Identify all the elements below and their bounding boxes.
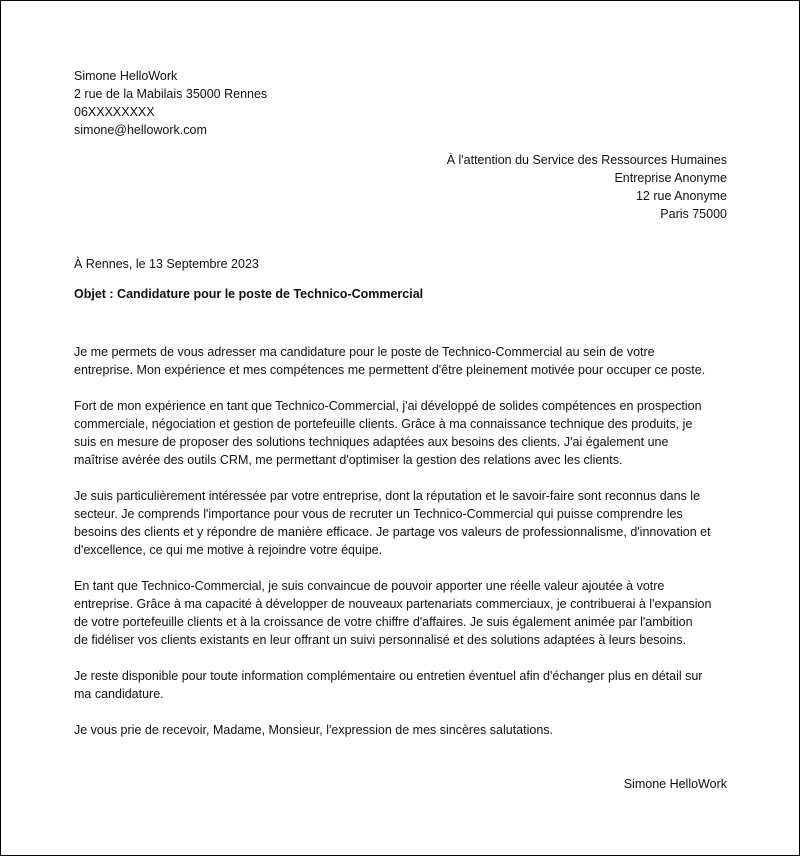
recipient-street: 12 rue Anonyme <box>635 189 727 203</box>
paragraph-line: Fort de mon expérience en tant que Technico-Commercial, j'ai développé de solides compétences en prospection <box>74 399 702 413</box>
recipient-attention: À l'attention du Service des Ressources Humaines <box>446 153 727 167</box>
paragraph-line: entreprise. Mon expérience et mes compétences me permettent d'être pleinement motivée pour occuper ce poste. <box>74 363 706 377</box>
letter-subject: Objet : Candidature pour le poste de Technico-Commercial <box>74 287 424 301</box>
recipient-block <box>447 151 727 223</box>
paragraph-line: ma candidature. <box>74 687 164 701</box>
sender-address: 2 rue de la Mabilais 35000 Rennes <box>74 87 268 101</box>
recipient-company: Entreprise Anonyme <box>614 171 727 185</box>
paragraph-line: besoins des clients et y répondre de manière efficace. Je partage vos valeurs de professionnalisme, d'innovation et <box>74 525 711 539</box>
paragraph-line: secteur. Je comprends l'importance pour vous de recruter un Technico-Commercial qui puisse comprendre les <box>74 507 683 521</box>
paragraph-company-interest <box>74 487 734 559</box>
paragraph-line: maîtrise avérée des outils CRM, me permettant d'optimiser la gestion des relations avec les clients. <box>74 453 623 467</box>
paragraph-intro <box>74 343 734 379</box>
paragraph-line: suis en mesure de proposer des solutions techniques adaptées aux besoins des clients. J'ai également une <box>74 435 669 449</box>
sender-phone: 06XXXXXXXX <box>74 105 155 119</box>
paragraph-value-added <box>74 577 734 649</box>
paragraph-line: de fidéliser vos clients existants en leur offrant un suivi personnalisé et des solutions adaptées à leurs besoins. <box>74 633 686 647</box>
sender-name: Simone HelloWork <box>74 69 178 83</box>
paragraph-line: En tant que Technico-Commercial, je suis convaincue de pouvoir apporter une réelle valeur ajoutée à votre <box>74 579 665 593</box>
paragraph-line: Je me permets de vous adresser ma candidature pour le poste de Technico-Commercial au sein de votre <box>74 345 655 359</box>
paragraph-line: de votre portefeuille clients et à la croissance de votre chiffre d'affaires. Je suis également animée par l'ambition <box>74 615 693 629</box>
paragraph-line: Je reste disponible pour toute information complémentaire ou entretien éventuel afin d'échanger plus en détail sur <box>74 669 703 683</box>
paragraph-line: Je vous prie de recevoir, Madame, Monsieur, l'expression de mes sincères salutations. <box>74 723 554 737</box>
sender-block <box>74 67 267 139</box>
paragraph-experience <box>74 397 734 469</box>
paragraph-line: d'excellence, ce qui me motive à rejoindre votre équipe. <box>74 543 383 557</box>
paragraph-closing <box>74 721 734 739</box>
paragraph-line: entreprise. Grâce à ma capacité à développer de nouveaux partenariats commerciaux, je contribuerai à l'expansion <box>74 597 712 611</box>
paragraph-availability <box>74 667 734 703</box>
paragraph-line: Je suis particulièrement intéressée par votre entreprise, dont la réputation et le savoir-faire sont reconnus dans le <box>74 489 701 503</box>
recipient-city: Paris 75000 <box>660 207 727 221</box>
letter-date: À Rennes, le 13 Septembre 2023 <box>74 257 259 271</box>
paragraph-line: commerciale, négociation et gestion de portefeuille clients. Grâce à ma connaissance technique des produits, je <box>74 417 693 431</box>
signature: Simone HelloWork <box>623 777 727 791</box>
sender-email: simone@hellowork.com <box>74 123 207 137</box>
